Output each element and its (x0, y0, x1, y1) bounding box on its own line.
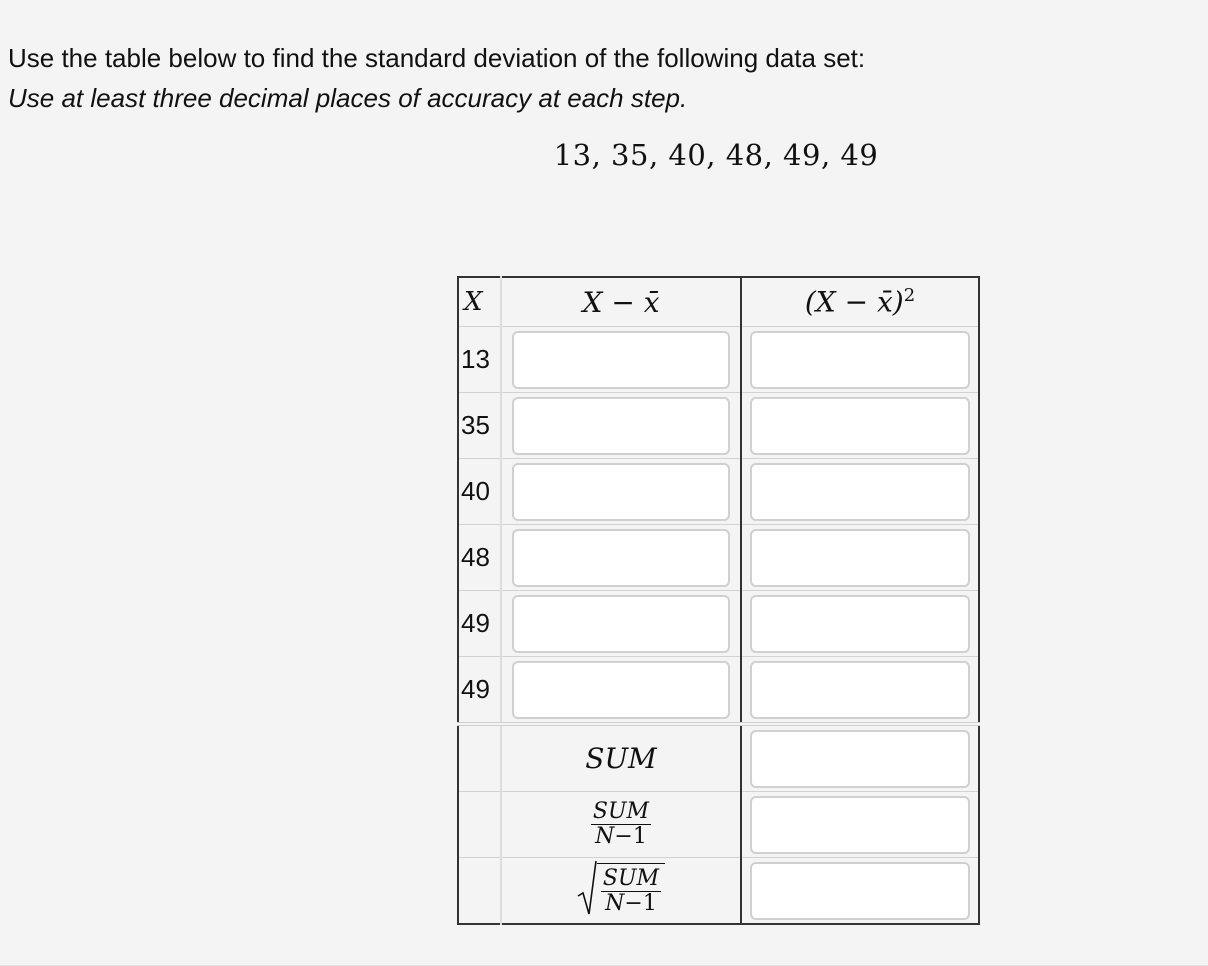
variance-input[interactable] (750, 796, 970, 854)
table-row (458, 327, 979, 393)
table-row (458, 393, 979, 459)
std-denominator-var: N (605, 891, 625, 916)
table-header-row (458, 277, 979, 327)
table-row (458, 525, 979, 591)
deviation-input[interactable] (512, 661, 730, 719)
table-row (458, 591, 979, 657)
variance-denominator-var: N (595, 824, 615, 849)
sum-label: SUM (585, 742, 657, 775)
x-value: 48 (458, 525, 501, 591)
instruction-line-2: Use at least three decimal places of accuracy at each step. (8, 83, 688, 113)
variance-formula (591, 800, 651, 849)
variance-row (458, 792, 979, 858)
header-squared-exponent: 2 (903, 285, 916, 307)
data-set: 13, 35, 40, 48, 49, 49 (553, 138, 879, 172)
x-value: 49 (458, 591, 501, 657)
std-denominator-rest: −1 (624, 891, 657, 916)
std-dev-row (458, 858, 979, 925)
std-dev-input[interactable] (750, 862, 970, 920)
std-denominator (601, 892, 661, 916)
instruction-line-1: Use the table below to find the standard deviation of the following data set: (8, 43, 866, 73)
squared-deviation-input[interactable] (750, 661, 970, 719)
x-value: 35 (458, 393, 501, 459)
variance-numerator: SUM (592, 799, 650, 824)
variance-denominator-rest: −1 (614, 824, 647, 849)
sum-input[interactable] (750, 730, 970, 788)
header-deviation: X − x̄ (501, 277, 741, 327)
deviation-input[interactable] (512, 595, 730, 653)
squared-deviation-input[interactable] (750, 397, 970, 455)
std-dev-table (457, 276, 980, 925)
instructions (8, 38, 865, 118)
deviation-input[interactable] (512, 529, 730, 587)
table-row (458, 459, 979, 525)
x-value: 49 (458, 657, 501, 725)
header-x: X (458, 277, 501, 327)
square-root-icon (577, 860, 597, 916)
variance-denominator (591, 825, 651, 849)
squared-deviation-input[interactable] (750, 463, 970, 521)
sum-row (458, 724, 979, 792)
deviation-input[interactable] (512, 397, 730, 455)
squared-deviation-input[interactable] (750, 529, 970, 587)
x-value: 13 (458, 327, 501, 393)
squared-deviation-input[interactable] (750, 595, 970, 653)
squared-deviation-input[interactable] (750, 331, 970, 389)
deviation-input[interactable] (512, 331, 730, 389)
table-row (458, 657, 979, 725)
x-value: 40 (458, 459, 501, 525)
header-squared-deviation (741, 277, 979, 327)
header-squared-base: (X − x̄) (804, 285, 904, 319)
deviation-input[interactable] (512, 463, 730, 521)
std-numerator: SUM (602, 866, 660, 891)
std-dev-formula (577, 860, 665, 916)
